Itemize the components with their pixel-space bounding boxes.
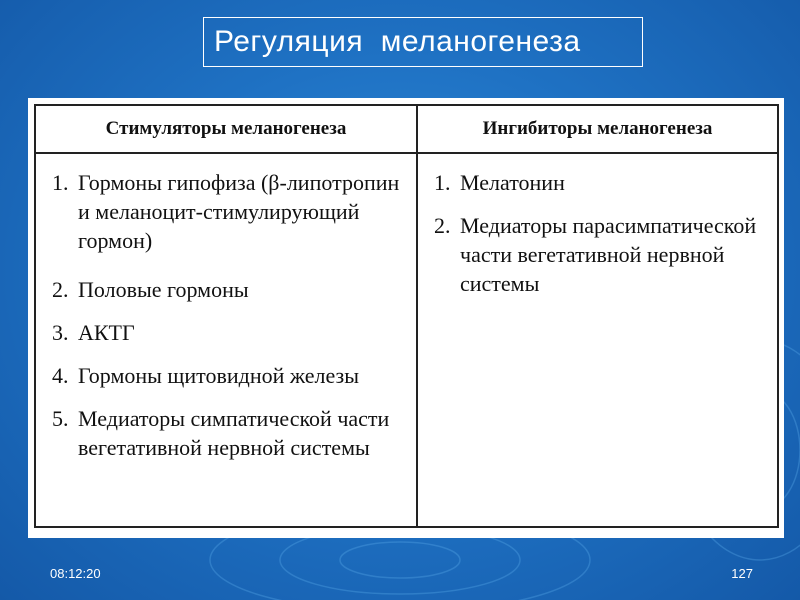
list-item: 1. Мелатонин [456,168,769,197]
list-item: 2. Медиаторы парасимпатической части вегетативной нервной системы [456,211,769,298]
inhibitors-cell [417,153,778,527]
list-item: 1. Гормоны гипофиза (β-липотропин и меланоцит-стимулирующий гормон) [74,168,408,255]
slide-title: Регуляция меланогенеза [203,17,643,67]
list-item: 2. Половые гормоны [74,275,408,304]
footer-time: 08:12:20 [50,566,101,581]
header-inhibitors: Ингибиторы меланогенеза [417,105,778,153]
list-item: 3. АКТГ [74,318,408,347]
melanogenesis-table [34,104,779,528]
list-item: 5. Медиаторы симпатической части вегетативной нервной системы [74,404,408,462]
list-item: 4. Гормоны щитовидной железы [74,361,408,390]
inhibitors-list [430,168,769,298]
stimulators-cell [35,153,417,527]
stimulators-list [48,168,408,462]
header-stimulators: Стимуляторы меланогенеза [35,105,417,153]
page-number: 127 [731,566,753,581]
melanogenesis-table-panel [28,98,784,538]
